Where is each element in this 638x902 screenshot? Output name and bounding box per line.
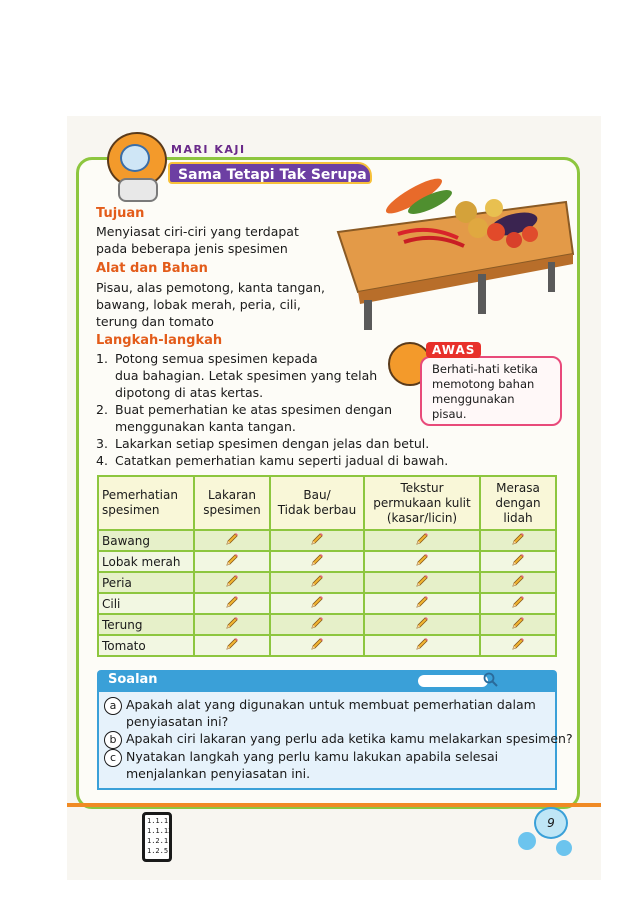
warning-line: pisau. xyxy=(432,407,467,421)
warning-line: menggunakan xyxy=(432,392,515,406)
observation-cell xyxy=(194,530,270,551)
header-bau xyxy=(270,476,364,530)
tujuan-heading: Tujuan xyxy=(96,206,145,221)
observation-cell xyxy=(194,614,270,635)
pencil-icon xyxy=(309,641,325,655)
header-line: spesimen xyxy=(203,503,261,517)
observation-cell xyxy=(364,551,480,572)
molecule-decoration-icon xyxy=(518,832,536,850)
langkah-heading: Langkah-langkah xyxy=(96,333,223,348)
step-line: dua bahagian. Letak spesimen yang telah xyxy=(115,368,378,383)
pencil-icon xyxy=(309,599,325,613)
vegetables-on-table-illustration xyxy=(318,172,576,332)
warning-tag: AWAS xyxy=(426,342,481,358)
step-line: menggunakan kanta tangan. xyxy=(115,419,296,434)
pencil-icon xyxy=(510,641,526,655)
table-header-row xyxy=(98,476,556,530)
specimen-name: Tomato xyxy=(98,635,194,656)
code-line: 1.2.5 xyxy=(147,847,169,855)
table-row xyxy=(98,614,556,635)
section-kicker: MARI KAJI xyxy=(171,143,246,156)
pencil-icon xyxy=(224,557,240,571)
pencil-icon xyxy=(224,599,240,613)
code-line: 1.1.12 xyxy=(147,827,173,835)
warning-line: memotong bahan xyxy=(432,377,535,391)
header-line: Lakaran xyxy=(207,488,257,502)
observation-cell xyxy=(194,635,270,656)
pencil-icon xyxy=(414,641,430,655)
curriculum-codes xyxy=(147,816,172,856)
observation-cell xyxy=(364,614,480,635)
alat-line: Pisau, alas pemotong, kanta tangan, xyxy=(96,280,325,295)
question-letter: b xyxy=(104,731,122,749)
step-number: 2. xyxy=(96,402,108,417)
step-number: 1. xyxy=(96,351,108,366)
footer-rule xyxy=(67,803,601,807)
table-row xyxy=(98,530,556,551)
specimen-name: Bawang xyxy=(98,530,194,551)
observation-cell xyxy=(364,593,480,614)
page-number: 9 xyxy=(534,807,568,839)
tujuan-line: Menyiasat ciri-ciri yang terdapat xyxy=(96,224,299,239)
pencil-icon xyxy=(224,536,240,550)
step-line: Buat pemerhatian ke atas spesimen dengan xyxy=(115,402,393,417)
observation-cell xyxy=(270,614,364,635)
table-row xyxy=(98,572,556,593)
pencil-icon xyxy=(224,620,240,634)
header-merasa xyxy=(480,476,556,530)
decorative-search-bar xyxy=(418,675,488,687)
header-line: Bau/ xyxy=(303,488,331,502)
observation-cell xyxy=(480,614,556,635)
pencil-icon xyxy=(414,578,430,592)
observation-cell xyxy=(480,635,556,656)
header-line: Pemerhatian xyxy=(102,488,178,502)
pencil-icon xyxy=(309,536,325,550)
specimen-name: Peria xyxy=(98,572,194,593)
alat-line: terung dan tomato xyxy=(96,314,214,329)
observation-cell xyxy=(270,635,364,656)
question-line: penyiasatan ini? xyxy=(126,714,229,729)
observation-cell xyxy=(480,593,556,614)
pencil-icon xyxy=(510,599,526,613)
observation-cell xyxy=(270,551,364,572)
pencil-icon xyxy=(510,578,526,592)
observation-cell xyxy=(194,551,270,572)
molecule-decoration-icon xyxy=(556,840,572,856)
question-line: Nyatakan langkah yang perlu kamu lakukan apabila selesai xyxy=(126,749,499,764)
step-line: Catatkan pemerhatian kamu seperti jadual di bawah. xyxy=(115,453,449,468)
observation-cell xyxy=(364,530,480,551)
header-line: Merasa xyxy=(496,480,540,495)
observation-cell xyxy=(194,593,270,614)
header-lakaran xyxy=(194,476,270,530)
observation-cell xyxy=(270,572,364,593)
pencil-icon xyxy=(510,620,526,634)
header-line: spesimen xyxy=(102,503,160,517)
magnifier-icon xyxy=(483,672,499,688)
step-number: 4. xyxy=(96,453,108,468)
page-title: Sama Tetapi Tak Serupa xyxy=(168,162,372,184)
soalan-heading: Soalan xyxy=(108,672,158,687)
robot-body-icon xyxy=(118,178,158,202)
code-line: 1.1.1- xyxy=(147,817,173,825)
header-line: Tidak berbau xyxy=(277,503,357,517)
observation-cell xyxy=(480,530,556,551)
table-row xyxy=(98,593,556,614)
alat-line: bawang, lobak merah, peria, cili, xyxy=(96,297,301,312)
step-line: Potong semua spesimen kepada xyxy=(115,351,318,366)
observation-cell xyxy=(270,530,364,551)
step-line: dipotong di atas kertas. xyxy=(115,385,264,400)
warning-text xyxy=(432,362,538,422)
question-line: Apakah alat yang digunakan untuk membuat pemerhatian dalam xyxy=(126,697,536,712)
pencil-icon xyxy=(414,599,430,613)
pencil-icon xyxy=(414,536,430,550)
observation-cell xyxy=(364,635,480,656)
observation-cell xyxy=(364,572,480,593)
question-letter: c xyxy=(104,749,122,767)
pencil-icon xyxy=(309,557,325,571)
step-line: Lakarkan setiap spesimen dengan jelas dan betul. xyxy=(115,436,430,451)
code-line: 1.2.1- xyxy=(147,837,173,845)
observation-cell xyxy=(480,551,556,572)
table-row xyxy=(98,635,556,656)
pencil-icon xyxy=(309,620,325,634)
pencil-icon xyxy=(414,557,430,571)
pencil-icon xyxy=(309,578,325,592)
step-number: 3. xyxy=(96,436,108,451)
warning-line: Berhati-hati ketika xyxy=(432,362,538,376)
header-line: (kasar/licin) xyxy=(386,510,458,525)
pencil-icon xyxy=(510,557,526,571)
pencil-icon xyxy=(224,641,240,655)
header-line: permukaan kulit xyxy=(373,495,471,510)
tujuan-line: pada beberapa jenis spesimen xyxy=(96,241,288,256)
observation-table xyxy=(97,475,557,657)
header-line: dengan lidah xyxy=(495,495,541,525)
alat-heading: Alat dan Bahan xyxy=(96,261,208,276)
specimen-name: Cili xyxy=(98,593,194,614)
observation-cell xyxy=(194,572,270,593)
header-tekstur xyxy=(364,476,480,530)
pencil-icon xyxy=(414,620,430,634)
question-line: Apakah ciri lakaran yang perlu ada ketika kamu melakarkan spesimen? xyxy=(126,731,573,746)
specimen-name: Lobak merah xyxy=(98,551,194,572)
header-pemerhatian xyxy=(98,476,194,530)
header-line: Tekstur xyxy=(400,480,444,495)
observation-cell xyxy=(480,572,556,593)
question-line: menjalankan penyiasatan ini. xyxy=(126,766,311,781)
pencil-icon xyxy=(510,536,526,550)
table-row xyxy=(98,551,556,572)
observation-cell xyxy=(270,593,364,614)
question-letter: a xyxy=(104,697,122,715)
pencil-icon xyxy=(224,578,240,592)
specimen-name: Terung xyxy=(98,614,194,635)
robot-visor-icon xyxy=(120,144,150,172)
